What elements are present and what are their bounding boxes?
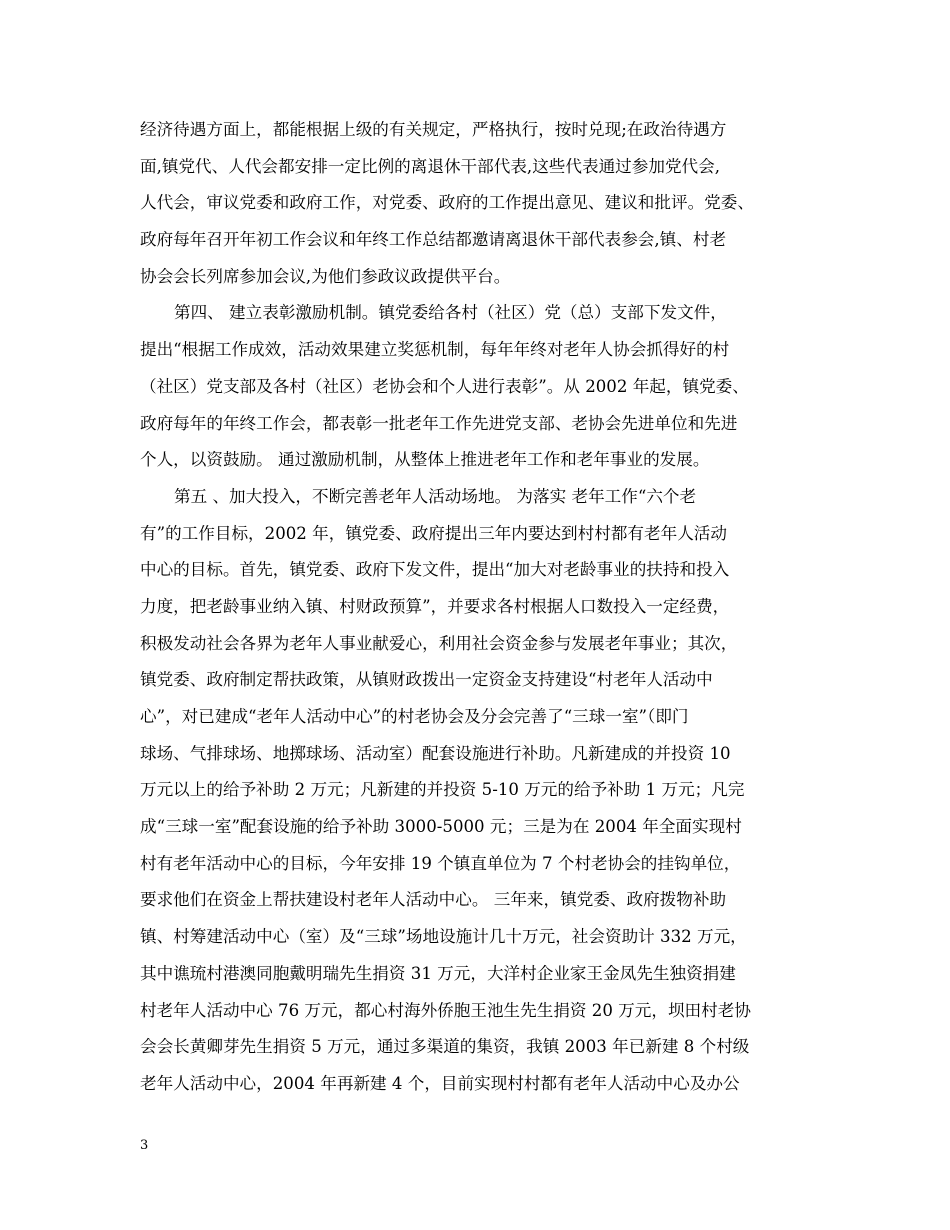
text-line-20: 成“三球一室”配套设施的给予补助 3000-5000 元；三是为在 2004 年全面实现村: [140, 817, 742, 837]
text-line-12: 有”的工作目标，2002 年，镇党委、政府提出三年内要达到村村都有老年人活动: [140, 523, 727, 543]
text-line-10: 个人，以资鼓励。 通过激励机制，从整体上推进老年工作和老年事业的发展。: [140, 450, 710, 470]
text-line-16: 镇党委、政府制定帮扶政策，从镇财政拨出一定资金支持建设“村老年人活动中: [140, 670, 713, 690]
text-line-6: 第四、 建立表彰激励机制。镇党委给各村（社区）党（总）支部下发文件，: [174, 303, 727, 323]
text-line-11: 第五 、加大投入，不断完善老年人活动场地。 为落实 老年工作“六个老: [174, 486, 697, 506]
text-line-17: 心”，对已建成“老年人活动中心”的村老协会及分会完善了“三球一室”（即门: [140, 707, 689, 726]
text-line-3: 人代会，审议党委和政府工作，对党委、政府的工作提出意见、建议和批评。党委、: [140, 193, 754, 213]
text-line-1: 经济待遇方面上，都能根据上级的有关规定，严格执行，按时兑现;在政治待遇方: [140, 120, 727, 139]
text-line-13: 中心的目标。首先，镇党委、政府下发文件，提出“加大对老龄事业的扶持和投入: [140, 560, 730, 580]
text-line-22: 要求他们在资金上帮扶建设村老年人活动中心。 三年来，镇党委、政府拨物补助: [140, 890, 727, 910]
text-line-23: 镇、村筹建活动中心（室）及“三球”场地设施计几十万元，社会资助计 332 万元，: [140, 927, 747, 947]
text-line-27: 老年人活动中心，2004 年再新建 4 个，目前实现村村都有老年人活动中心及办公: [140, 1073, 740, 1093]
text-line-25: 村老年人活动中心 76 万元，都心村海外侨胞王池生先生捐资 20 万元，坝田村老协: [140, 1000, 751, 1020]
text-line-24: 其中谯琉村港澳同胞戴明瑞先生捐资 31 万元，大洋村企业家王金凤先生独资捐建: [140, 963, 736, 983]
text-line-14: 力度，把老龄事业纳入镇、村财政预算”，并要求各村根据人口数投入一定经费，: [140, 596, 730, 616]
text-line-5: 协会会长列席参加会议,为他们参政议政提供平台。: [140, 266, 511, 286]
text-line-2: 面,镇党代、人代会都安排一定比例的离退休干部代表,这些代表通过参加党代会,: [140, 156, 721, 176]
text-line-19: 万元以上的给予补助 2 万元；凡新建的并投资 5-10 万元的给予补助 1 万元；凡完: [140, 780, 745, 800]
text-line-7: 提出“根据工作成效，活动效果建立奖惩机制，每年年终对老年人协会抓得好的村: [140, 340, 730, 360]
page-number: 3: [140, 1138, 149, 1153]
text-line-21: 村有老年活动中心的目标，今年安排 19 个镇直单位为 7 个村老协会的挂钩单位，: [140, 853, 741, 873]
text-line-8: （社区）党支部及各村（社区）老协会和个人进行表彰”。从 2002 年起，镇党委、: [140, 376, 749, 396]
text-line-18: 球场、气排球场、地掷球场、活动室）配套设施进行补助。凡新建成的并投资 10: [140, 743, 731, 763]
text-line-4: 政府每年召开年初工作会议和年终工作总结都邀请离退休干部代表参会,镇、村老: [140, 230, 727, 250]
text-line-9: 政府每年的年终工作会，都表彰一批老年工作先进党支部、老协会先进单位和先进: [140, 413, 738, 433]
body-text: [140, 112, 830, 1103]
text-line-26: 会会长黄卿芽先生捐资 5 万元，通过多渠道的集资，我镇 2003 年已新建 8 个村级: [140, 1037, 750, 1057]
text-line-15: 积极发动社会各界为老年人事业献爱心，利用社会资金参与发展老年事业；其次，: [140, 633, 738, 653]
